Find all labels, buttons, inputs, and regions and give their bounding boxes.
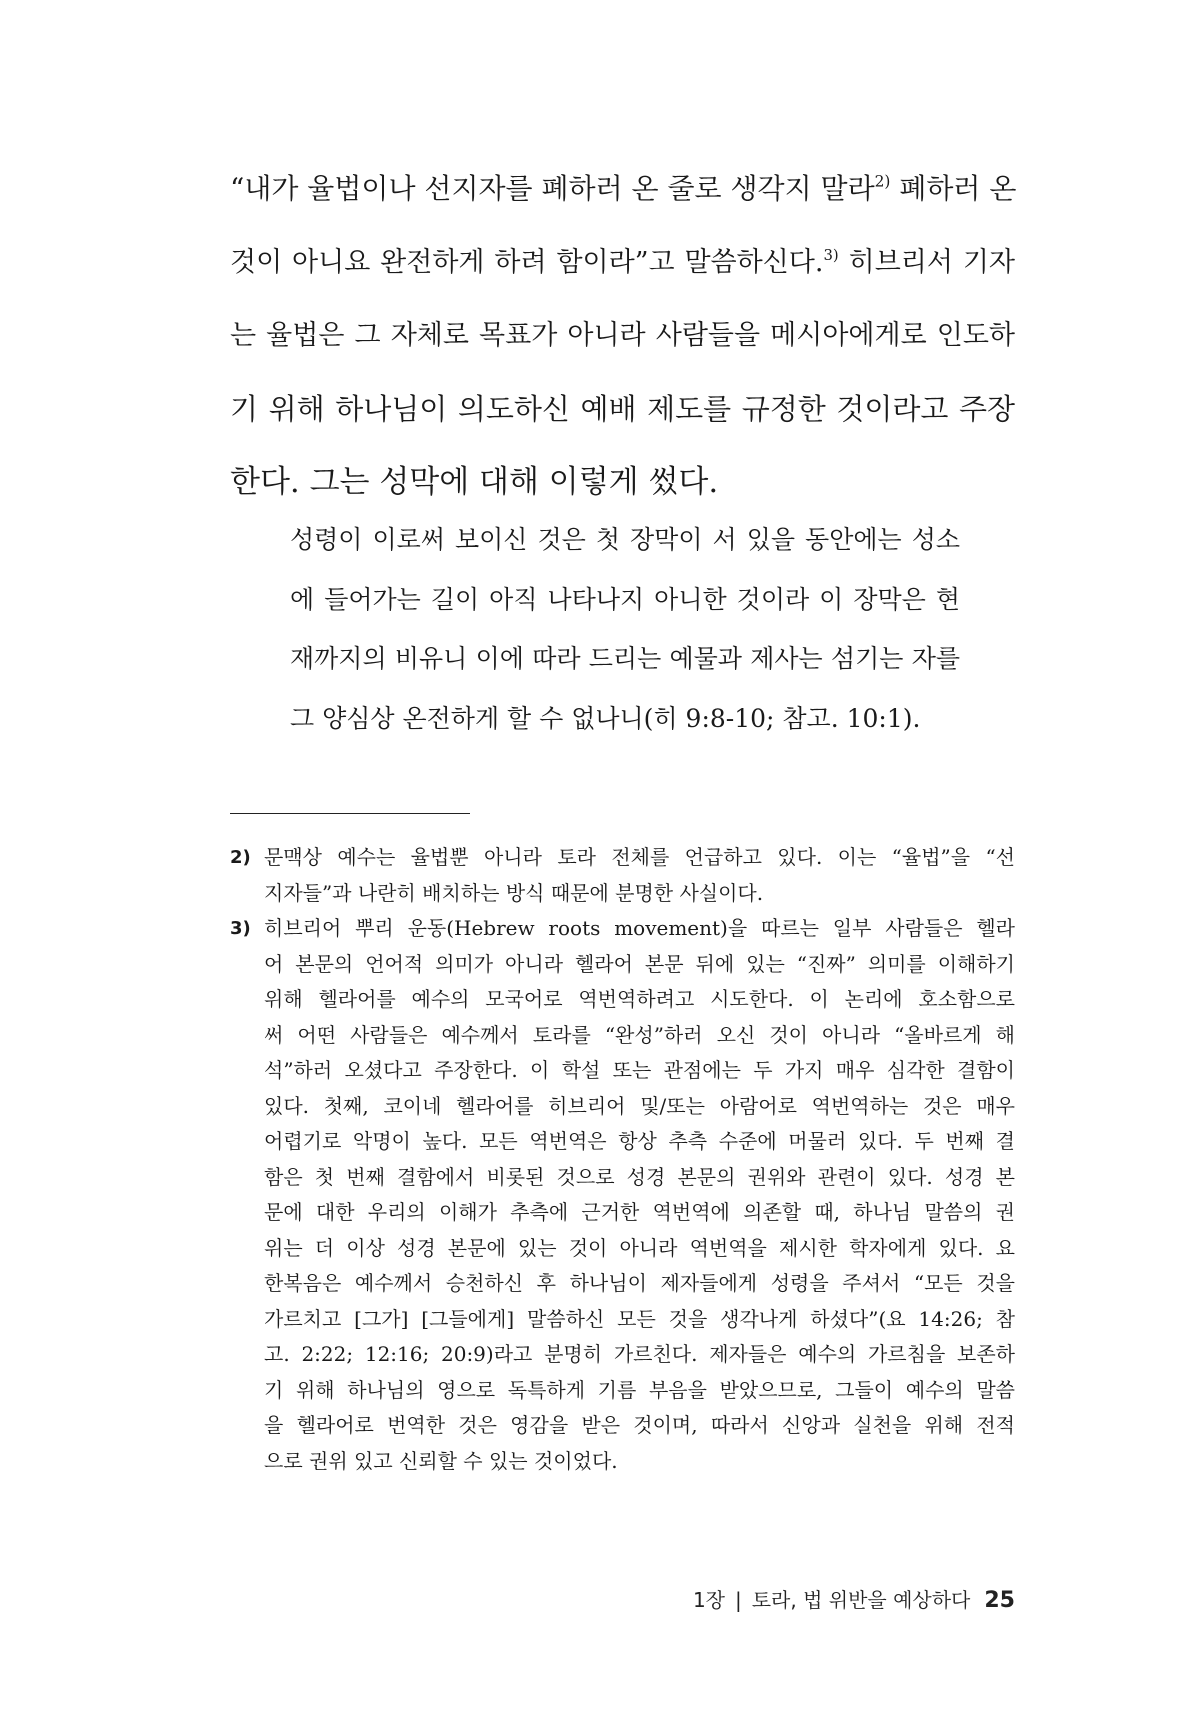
footnote-divider: [230, 813, 470, 814]
footnote-line: 써 어떤 사람들은 예수께서 토라를 “완성”하러 오신 것이 아니라 “올바르게 해: [264, 1022, 1015, 1047]
footnote-ref: 3): [823, 245, 839, 264]
body-line: 는 율법은 그 자체로 목표가 아니라 사람들을 메시아에게로 인도하: [230, 320, 1015, 351]
quote-line: 그 양심상 온전하게 할 수 없나니(히 9:8-10; 참고. 10:1).: [290, 703, 921, 733]
footnote-line: 어 본문의 언어적 의미가 아니라 헬라어 본문 뒤에 있는 “진짜” 의미를 이해하기: [264, 951, 1015, 976]
footnote-line: 위해 헬라어를 예수의 모국어로 역번역하려고 시도한다. 이 논리에 호소함으로: [264, 987, 1015, 1011]
body-line: [230, 152, 1015, 226]
footnote-line: 문에 대한 우리의 이해가 추측에 근거한 역번역에 의존할 때, 하나님 말씀의 권: [264, 1200, 1015, 1224]
block-quote: [290, 510, 960, 748]
footnote-line: 히브리어 뿌리 운동(Hebrew roots movement)을 따르는 일부 사람들은 헬라: [264, 916, 1015, 940]
quote-line: 재까지의 비유니 이에 따라 드리는 예물과 제사는 섬기는 자를: [290, 644, 960, 673]
footnote-line: 석”하러 오셨다고 주장한다. 이 학설 또는 관점에는 두 가지 매우 심각한 결함이: [264, 1058, 1015, 1082]
quote-line: 에 들어가는 길이 아직 나타나지 아니한 것이라 이 장막은 현: [290, 584, 960, 614]
footnotes: [230, 840, 1015, 1479]
page-footer: [693, 1584, 1015, 1613]
footnote-line: 가르치고 [그가] [그들에게] 말씀하신 모든 것을 생각나게 하셨다”(요 14:26; 참: [264, 1306, 1015, 1331]
footnote-line: 위는 더 이상 성경 본문에 있는 것이 아니라 역번역을 제시한 학자에게 있다. 요: [264, 1235, 1015, 1260]
main-paragraph: [230, 152, 1015, 520]
footnote-line: 어렵기로 악명이 높다. 모든 역번역은 항상 추측 수준에 머물러 있다. 두 번째 결: [264, 1129, 1015, 1153]
body-line: 기 위해 하나님이 의도하신 예배 제도를 규정한 것이라고 주장: [230, 391, 1015, 426]
body-text: 히브리서 기자: [838, 246, 1015, 278]
chapter-label: 1장: [692, 1588, 725, 1612]
footnote-line: 문맥상 예수는 율법뿐 아니라 토라 전체를 언급하고 있다. 이는 “율법”을 “선: [264, 845, 1015, 869]
body-line: [230, 226, 1015, 300]
chapter-title: 토라, 법 위반을 예상하다: [751, 1588, 971, 1612]
footnote-line: 지자들”과 나란히 배치하는 방식 때문에 분명한 사실이다.: [264, 880, 764, 905]
footnote-number: 3): [230, 918, 251, 939]
body-text: “내가 율법이나 선지자를 폐하러 온 줄로 생각지 말라: [230, 172, 875, 205]
footer-separator: |: [734, 1588, 742, 1612]
body-line: 한다. 그는 성막에 대해 이렇게 썼다.: [230, 464, 719, 500]
footnote-ref: 2): [874, 172, 891, 191]
footnote-line: 기 위해 하나님의 영으로 독특하게 기름 부음을 받았으므로, 그들이 예수의 말씀: [264, 1377, 1015, 1402]
footnote-line: 함은 첫 번째 결함에서 비롯된 것으로 성경 본문의 권위와 관련이 있다. 성경 본: [264, 1164, 1015, 1189]
page-number: 25: [984, 1588, 1015, 1613]
quote-line: 성령이 이로써 보이신 것은 첫 장막이 서 있을 동안에는 성소: [290, 525, 960, 554]
body-text: 것이 아니요 완전하게 하려 함이라”고 말씀하신다.: [230, 246, 824, 278]
footnote-line: 한복음은 예수께서 승천하신 후 하나님이 제자들에게 성령을 주셔서 “모든 것을: [264, 1271, 1015, 1295]
footnote-number: 2): [230, 847, 251, 868]
body-text: 폐하러 온: [890, 172, 1017, 205]
footnote-3: [230, 911, 1015, 1479]
footnote-line: 있다. 첫째, 코이네 헬라어를 히브리어 및/또는 아람어로 역번역하는 것은 매우: [264, 1093, 1015, 1118]
footnote-line: 으로 권위 있고 신뢰할 수 있는 것이었다.: [264, 1448, 618, 1473]
footnote-line: 고. 2:22; 12:16; 20:9)라고 분명히 가르친다. 제자들은 예수의 가르침을 보존하: [264, 1342, 1015, 1366]
footnote-line: 을 헬라어로 번역한 것은 영감을 받은 것이며, 따라서 신앙과 실천을 위해 전적: [264, 1413, 1015, 1437]
footnote-2: [230, 840, 1015, 911]
